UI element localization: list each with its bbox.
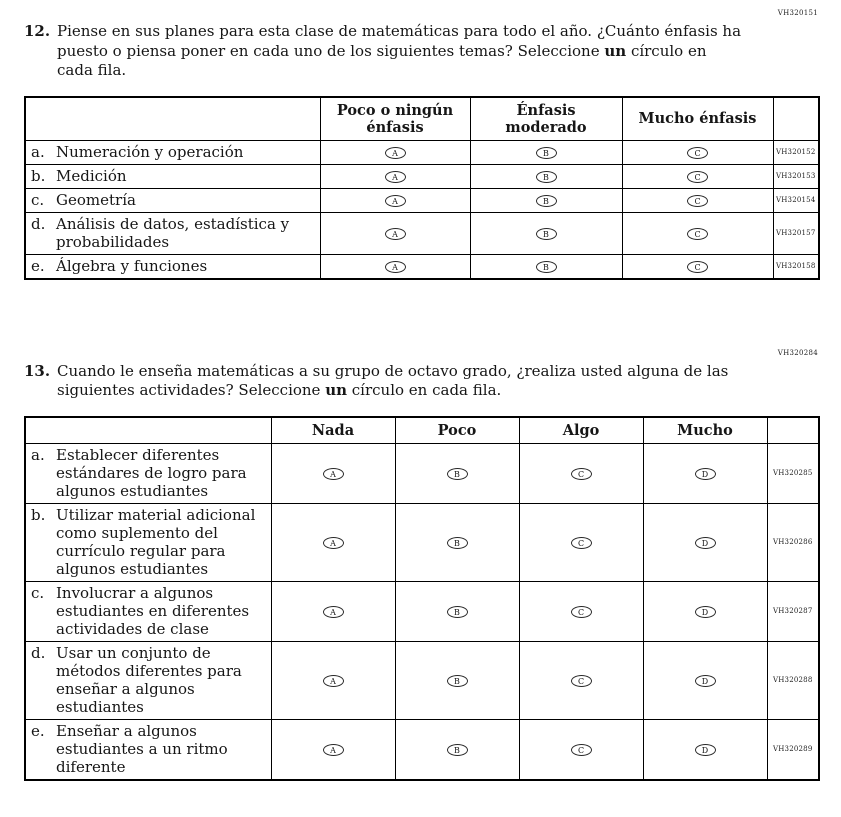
option-bubble-c[interactable]: C: [571, 537, 592, 549]
table-row: [25, 503, 819, 581]
option-bubble-b[interactable]: B: [536, 195, 557, 207]
table-row: [25, 719, 819, 780]
table-row: [25, 443, 819, 503]
option-bubble-c[interactable]: C: [571, 675, 592, 687]
row-label-cell: [25, 188, 320, 212]
table-row: [25, 164, 819, 188]
row-label: Utilizar material adicional como suplemento del currículo regular para algunos estudiantes: [56, 505, 256, 578]
row-label: Establecer diferentes estándares de logro para algunos estudiantes: [56, 445, 247, 500]
question-13-text-part2: círculo en cada fila.: [347, 381, 502, 399]
question-12-number: 12.: [24, 22, 51, 40]
option-bubble-c[interactable]: C: [687, 195, 708, 207]
row-letter: a.: [31, 142, 45, 161]
option-bubble-a[interactable]: A: [385, 147, 406, 159]
row-label-cell: [25, 254, 320, 279]
question-12-text-part1: Piense en sus planes para esta clase de matemáticas para todo el año. ¿Cuánto énfasis ha puesto o piensa poner en cada uno de los siguientes temas? Seleccione: [57, 22, 742, 60]
row-code: VH320154: [773, 188, 819, 212]
option-bubble-c[interactable]: C: [571, 606, 592, 618]
q13-table: [24, 416, 820, 781]
option-bubble-b[interactable]: B: [447, 468, 468, 480]
row-label-cell: [25, 164, 320, 188]
row-code: VH320289: [767, 719, 819, 780]
option-bubble-a[interactable]: A: [323, 606, 344, 618]
table-row: [25, 140, 819, 164]
question-12-text-part2: círculo en cada fila.: [57, 41, 707, 79]
option-bubble-a[interactable]: A: [385, 261, 406, 273]
question-13-emphasis-word: un: [325, 381, 348, 399]
q13-header-code-empty: [767, 417, 819, 444]
option-bubble-b[interactable]: B: [536, 261, 557, 273]
row-code: VH320158: [773, 254, 819, 279]
q12-table: [24, 96, 820, 280]
row-label-cell: [25, 443, 271, 503]
option-bubble-b[interactable]: B: [447, 537, 468, 549]
row-code: VH320286: [767, 503, 819, 581]
table-row: [25, 254, 819, 279]
q12-column-header-1: Poco o ningún énfasis: [320, 97, 470, 141]
question-12-emphasis-word: un: [604, 41, 627, 60]
row-label: Álgebra y funciones: [56, 256, 208, 275]
question-13-number: 13.: [24, 361, 51, 380]
q12-header-row: [25, 97, 819, 141]
row-letter: b.: [31, 505, 46, 524]
table-row: [25, 212, 819, 254]
option-bubble-d[interactable]: D: [695, 675, 716, 687]
row-label-cell: [25, 140, 320, 164]
option-bubble-b[interactable]: B: [447, 744, 468, 756]
row-label-cell: [25, 212, 320, 254]
row-code: VH320285: [767, 443, 819, 503]
option-bubble-a[interactable]: A: [323, 744, 344, 756]
option-bubble-a[interactable]: A: [323, 537, 344, 549]
option-bubble-a[interactable]: A: [385, 195, 406, 207]
question-12: [24, 22, 818, 81]
option-bubble-d[interactable]: D: [695, 606, 716, 618]
q13-header-row: [25, 417, 819, 444]
q13-column-header-4: Mucho: [643, 417, 767, 444]
row-code: VH320152: [773, 140, 819, 164]
question-12-text: [57, 22, 747, 81]
row-label: Enseñar a algunos estudiantes a un ritmo diferente: [56, 721, 228, 776]
question-13-text-part1: Cuando le enseña matemáticas a su grupo de octavo grado, ¿realiza usted alguna de las siguientes actividades? Seleccione: [57, 361, 729, 399]
option-bubble-b[interactable]: B: [536, 228, 557, 240]
option-bubble-d[interactable]: D: [695, 537, 716, 549]
option-bubble-d[interactable]: D: [695, 468, 716, 480]
q12-header-empty: [25, 97, 320, 141]
section-gap: [24, 280, 818, 348]
question-13: [24, 362, 818, 401]
row-letter: b.: [31, 166, 46, 185]
table-row: [25, 581, 819, 641]
row-label-cell: [25, 581, 271, 641]
row-label-cell: [25, 719, 271, 780]
question-13-form-code: VH320284: [777, 348, 818, 357]
q13-header-empty: [25, 417, 271, 444]
q13-column-header-3: Algo: [519, 417, 643, 444]
option-bubble-a[interactable]: A: [323, 468, 344, 480]
option-bubble-c[interactable]: C: [687, 147, 708, 159]
q13-column-header-1: Nada: [271, 417, 395, 444]
option-bubble-b[interactable]: B: [536, 171, 557, 183]
option-bubble-c[interactable]: C: [687, 171, 708, 183]
row-label: Usar un conjunto de métodos diferentes para enseñar a algunos estudiantes: [56, 643, 242, 716]
row-label: Análisis de datos, estadística y probabilidades: [56, 214, 290, 251]
row-label: Involucrar a algunos estudiantes en diferentes actividades de clase: [56, 583, 250, 638]
row-code: VH320287: [767, 581, 819, 641]
row-label-cell: [25, 503, 271, 581]
row-label: Numeración y operación: [56, 142, 244, 161]
option-bubble-c[interactable]: C: [571, 744, 592, 756]
row-code: VH320157: [773, 212, 819, 254]
option-bubble-c[interactable]: C: [571, 468, 592, 480]
question-13-text: [57, 362, 747, 401]
option-bubble-b[interactable]: B: [447, 606, 468, 618]
q12-column-header-3: Mucho énfasis: [622, 97, 773, 141]
option-bubble-b[interactable]: B: [447, 675, 468, 687]
row-letter: c.: [31, 190, 45, 209]
option-bubble-a[interactable]: A: [385, 228, 406, 240]
row-label-cell: [25, 641, 271, 719]
q13-column-header-2: Poco: [395, 417, 519, 444]
option-bubble-b[interactable]: B: [536, 147, 557, 159]
row-label: Medición: [56, 166, 127, 185]
row-letter: e.: [31, 721, 45, 740]
option-bubble-c[interactable]: C: [687, 228, 708, 240]
row-letter: d.: [31, 214, 46, 233]
row-letter: c.: [31, 583, 45, 602]
table-row: [25, 188, 819, 212]
row-letter: a.: [31, 445, 45, 464]
q12-header-code-empty: [773, 97, 819, 141]
row-letter: e.: [31, 256, 45, 275]
option-bubble-d[interactable]: D: [695, 744, 716, 756]
option-bubble-a[interactable]: A: [385, 171, 406, 183]
row-code: VH320288: [767, 641, 819, 719]
option-bubble-c[interactable]: C: [687, 261, 708, 273]
question-12-form-code: VH320151: [777, 9, 818, 17]
row-letter: d.: [31, 643, 46, 662]
q12-column-header-2: Énfasis moderado: [470, 97, 622, 141]
table-row: [25, 641, 819, 719]
row-code: VH320153: [773, 164, 819, 188]
option-bubble-a[interactable]: A: [323, 675, 344, 687]
row-label: Geometría: [56, 190, 136, 209]
